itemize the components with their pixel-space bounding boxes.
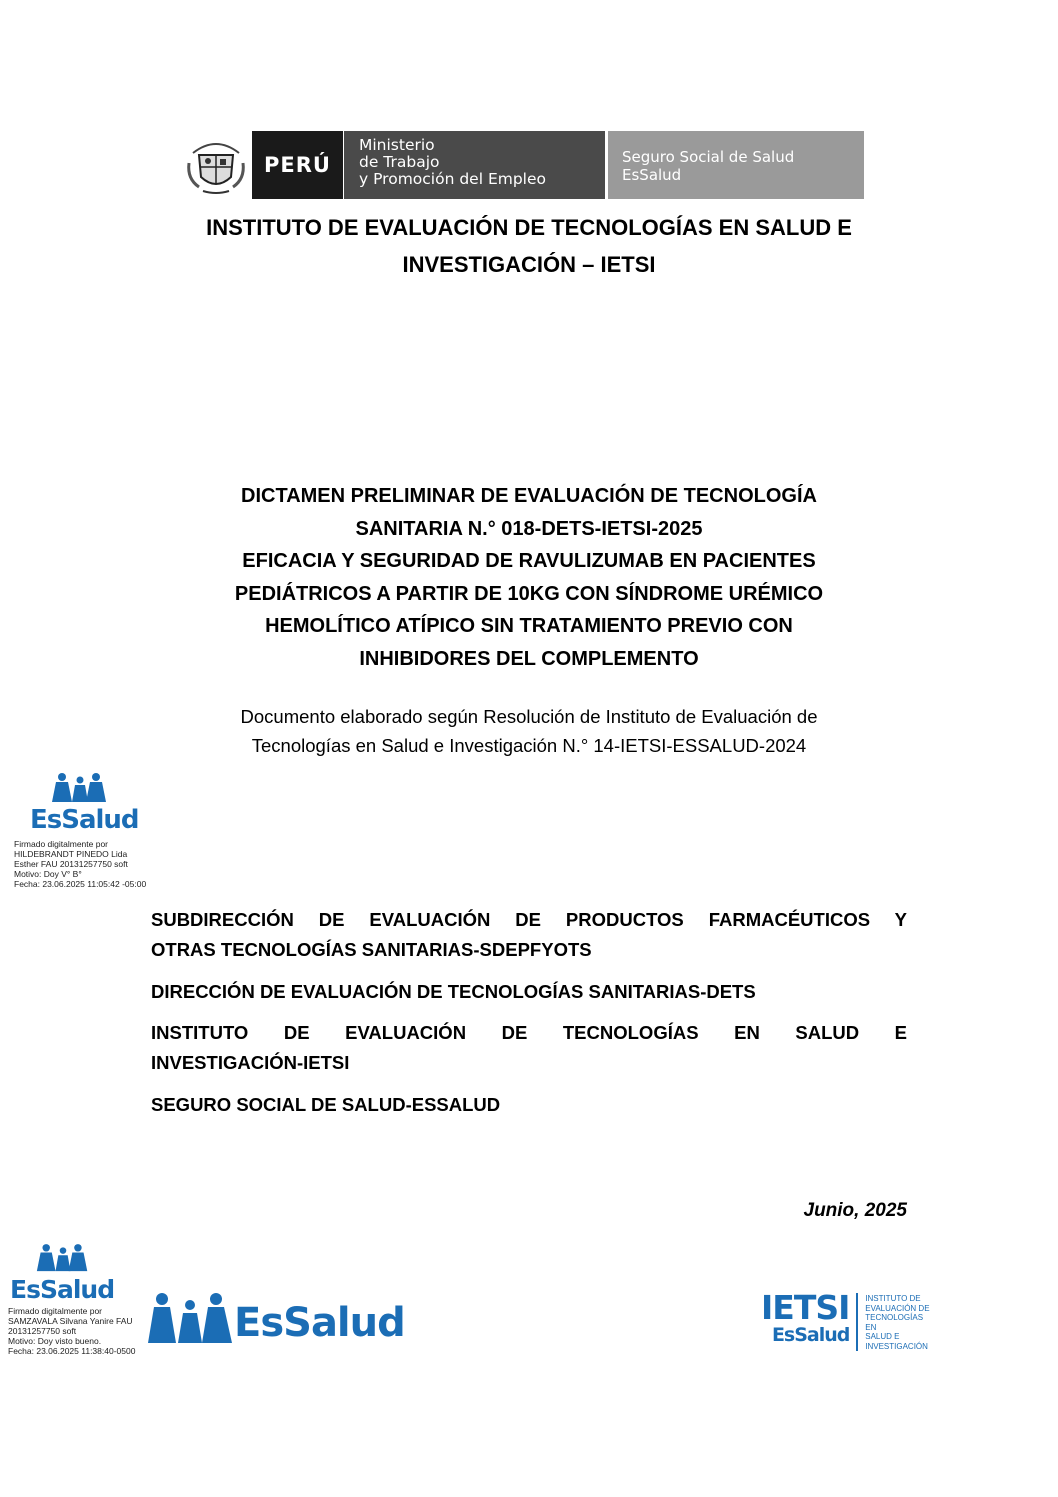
header-logos <box>180 131 872 199</box>
document-date: Junio, 2025 <box>803 1200 907 1221</box>
essalud-family-icon <box>35 1242 91 1276</box>
document-note: Documento elaborado según Resolución de Instituto de Evaluación de Tecnologías en Salud e Investigación N.° 14-IETSI-ESSALUD-2024 <box>240 706 818 756</box>
seguro-heading: SEGURO SOCIAL DE SALUD-ESSALUD <box>151 1094 501 1115</box>
signature-logo-1 <box>30 772 139 835</box>
institute-title: INSTITUTO DE EVALUACIÓN DE TECNOLOGÍAS EN SALUD E INVESTIGACIÓN – IETSI <box>206 215 852 277</box>
ietsi-essalud-word: EsSalud <box>771 1324 850 1346</box>
digital-signature-1: Firmado digitalmente por HILDEBRANDT PINEDO Lida Esther FAU 20131257750 soft Motivo: Doy V° B° Fecha: 23.06.2025 11:05:42 -05:00 <box>14 839 147 889</box>
ietsi-logo <box>761 1288 931 1353</box>
ministerio-label: Ministerio de Trabajo y Promoción del Empleo <box>344 131 605 199</box>
footer-essalud-text: EsSalud <box>234 1300 405 1346</box>
essalud-family-icon <box>50 772 110 806</box>
seguro-social-label: Seguro Social de Salud EsSalud <box>608 131 864 199</box>
digital-signature-2: Firmado digitalmente por SAMZAVALA Silvana Yanire FAU 20131257750 soft Motivo: Doy visto bueno. Fecha: 23.06.2025 11:38:40-0500 <box>8 1306 136 1356</box>
essalud-logo-text: EsSalud <box>10 1275 115 1304</box>
essalud-family-icon <box>148 1289 232 1345</box>
footer-essalud-logo <box>148 1287 405 1345</box>
subdireccion-heading: SUBDIRECCIÓN DE EVALUACIÓN DE PRODUCTOS FARMACÉUTICOS Y OTRAS TECNOLOGÍAS SANITARIAS-SDEPFYOTS <box>151 909 907 960</box>
essalud-logo-text: EsSalud <box>30 805 139 835</box>
ietsi-divider <box>856 1293 858 1351</box>
ietsi-word: IETSI <box>761 1288 850 1327</box>
peru-label: PERÚ <box>252 131 343 199</box>
instituto-heading: INSTITUTO DE EVALUACIÓN DE TECNOLOGÍAS EN SALUD E INVESTIGACIÓN-IETSI <box>151 1022 907 1073</box>
coat-of-arms-icon <box>180 131 252 199</box>
dictamen-title: DICTAMEN PRELIMINAR DE EVALUACIÓN DE TECNOLOGÍA SANITARIA N.° 018-DETS-IETSI-2025 EFICACIA Y SEGURIDAD DE RAVULIZUMAB EN PACIENTES PEDIÁTRICOS A PARTIR DE 10KG CON SÍNDROME URÉMICO HEMOLÍTICO ATÍPICO SIN TRATAMIENTO PREVIO CON INHIBIDORES DEL COMPLEMENTO <box>234 485 824 670</box>
ietsi-subtitle: INSTITUTO DE EVALUACIÓN DE TECNOLOGÍAS EN SALUD E INVESTIGACIÓN <box>865 1294 930 1351</box>
signature-logo-2 <box>10 1242 114 1303</box>
direccion-heading: DIRECCIÓN DE EVALUACIÓN DE TECNOLOGÍAS SANITARIAS-DETS <box>151 981 756 1002</box>
